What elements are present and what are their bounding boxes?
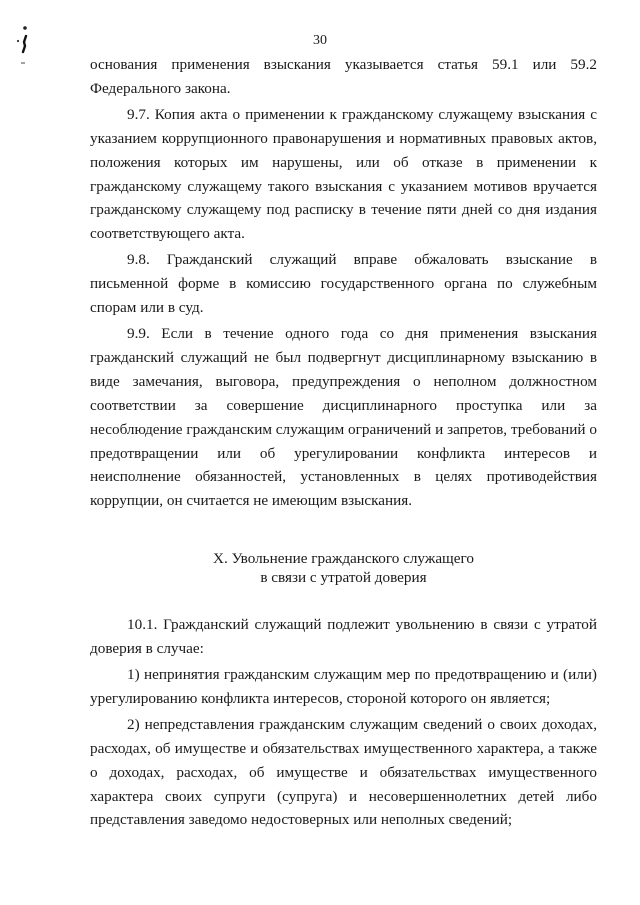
section-heading-line-1: X. Увольнение гражданского служащего bbox=[213, 550, 474, 568]
margin-ink-marks bbox=[12, 22, 32, 82]
paragraph-9-7: 9.7. Копия акта о применении к гражданскому служащему взыскания с указанием коррупционного правонарушения и нормативных правовых актов, положения которых им нарушены, или об отказе в применении к гражданскому служащему такого взыскания с указанием мотивов вручается гражданскому служащему под расписку в течение пяти дней со дня издания соответствующего акта. bbox=[90, 105, 597, 243]
paragraph-10-1-item-1: 1) непринятия гражданским служащим мер по предотвращению и (или) урегулированию конфликта интересов, стороной которого он является; bbox=[90, 666, 597, 707]
paragraph-9-8: 9.8. Гражданский служащий вправе обжаловать взыскание в письменной форме в комиссию государственного органа по служебным спорам или в суд. bbox=[90, 251, 597, 317]
section-heading-line-2: в связи с утратой доверия bbox=[260, 569, 427, 587]
section-heading bbox=[90, 549, 597, 587]
paragraph-10-1-item-2: 2) непредставления гражданским служащим сведений о своих доходах, расходах, об имуществе и обязательствах имущественного характера, а также о доходах, расходах, об имуществе и обязательствах имущественного характера своих супруги (супруга) и несовершеннолетних детей либо представления заведомо недостоверных или неполных сведений; bbox=[90, 715, 597, 829]
paragraph-continuation: основания применения взыскания указывается статья 59.1 или 59.2 Федерального закона. bbox=[90, 56, 597, 97]
page-number: 30 bbox=[313, 33, 327, 48]
document-body bbox=[90, 53, 597, 832]
paragraph-9-9: 9.9. Если в течение одного года со дня применения взыскания гражданский служащий не был подвергнут дисциплинарному взысканию в виде замечания, выговора, предупреждения о неполном должностном соответствии за совершение дисциплинарного проступка или за несоблюдение гражданским служащим ограничений и запретов, требований о предотвращении или об урегулировании конфликта интересов и неисполнение обязанностей, установленных в целях противодействия коррупции, он считается не имеющим взыскания. bbox=[90, 324, 597, 510]
paragraph-10-1: 10.1. Гражданский служащий подлежит увольнению в связи с утратой доверия в случае: bbox=[90, 616, 597, 658]
